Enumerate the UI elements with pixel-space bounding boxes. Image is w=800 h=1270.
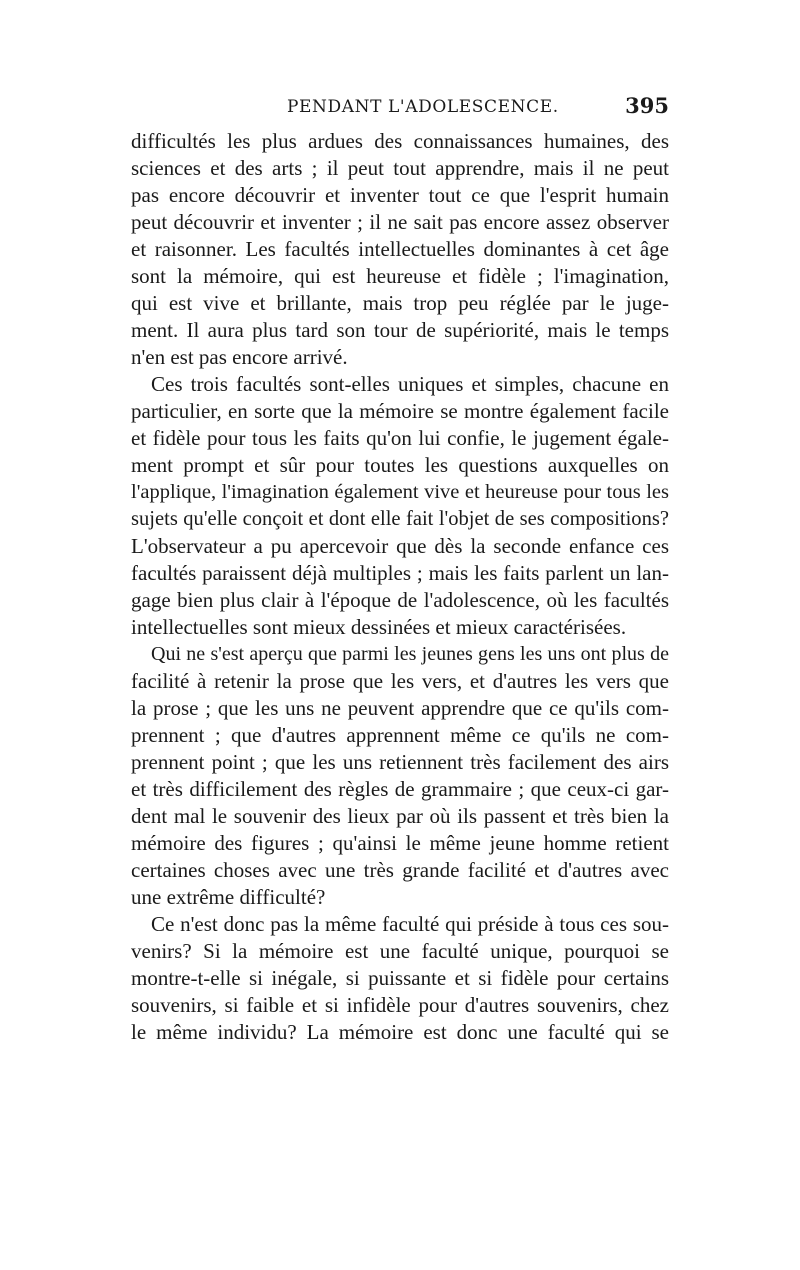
text-line: dent mal le souvenir des lieux par où ils passent et très bien la <box>131 804 669 828</box>
text-line: prennent point ; que les uns retiennent très facilement des airs <box>131 750 669 774</box>
text-line: certaines choses avec une très grande facilité et d'autres avec <box>131 858 669 882</box>
text-line: et très difficilement des règles de grammaire ; que ceux-ci gar- <box>131 777 669 801</box>
paragraph <box>131 371 669 641</box>
text-line: Qui ne s'est aperçu que parmi les jeunes gens les uns ont plus de <box>151 643 669 665</box>
text-line: le même individu? La mémoire est donc une faculté qui se <box>131 1020 669 1044</box>
text-line: gage bien plus clair à l'époque de l'adolescence, où les facultés <box>131 588 669 612</box>
text-line: venirs? Si la mémoire est une faculté unique, pourquoi se <box>131 939 669 963</box>
text-line: une extrême difficulté? <box>131 885 326 909</box>
text-line: sont la mémoire, qui est heureuse et fidèle ; l'imagination, <box>131 264 669 288</box>
running-title: PENDANT L'ADOLESCENCE. <box>287 97 559 117</box>
text-line: difficultés les plus ardues des connaissances humaines, des <box>131 129 669 153</box>
text-line: la prose ; que les uns ne peuvent apprendre que ce qu'ils com- <box>131 696 669 720</box>
text-line: qui est vive et brillante, mais trop peu réglée par le juge- <box>131 291 669 315</box>
text-line: intellectuelles sont mieux dessinées et mieux caractérisées. <box>131 615 627 639</box>
text-line: particulier, en sorte que la mémoire se montre également facile <box>131 399 669 423</box>
text-line: peut découvrir et inventer ; il ne sait pas encore assez observer <box>131 210 669 234</box>
text-line: sujets qu'elle conçoit et dont elle fait l'objet de ses compositions? <box>131 508 669 530</box>
text-line: montre-t-elle si inégale, si puissante et si fidèle pour certains <box>131 966 669 990</box>
text-line: l'applique, l'imagination également vive et heureuse pour tous les <box>131 481 669 503</box>
text-line: facilité à retenir la prose que les vers, et d'autres les vers que <box>131 669 669 693</box>
paragraph <box>131 641 669 911</box>
paragraph <box>131 911 669 1046</box>
text-line: et fidèle pour tous les faits qu'on lui confie, le jugement égale- <box>131 426 669 450</box>
text-line: ment prompt et sûr pour toutes les questions auxquelles on <box>131 453 669 477</box>
text-line: et raisonner. Les facultés intellectuelles dominantes à cet âge <box>131 237 669 261</box>
text-line: souvenirs, si faible et si infidèle pour d'autres souvenirs, chez <box>131 993 669 1017</box>
body-text <box>131 128 669 1046</box>
text-line: prennent ; que d'autres apprennent même ce qu'ils ne com- <box>131 723 669 747</box>
paragraph <box>131 128 669 371</box>
text-line: sciences et des arts ; il peut tout apprendre, mais il ne peut <box>131 156 669 180</box>
text-line: pas encore découvrir et inventer tout ce que l'esprit humain <box>131 183 669 207</box>
text-line: Ce n'est donc pas la même faculté qui préside à tous ces sou- <box>151 912 669 936</box>
text-line: L'observateur a pu apercevoir que dès la seconde enfance ces <box>131 534 669 558</box>
text-line: ment. Il aura plus tard son tour de supériorité, mais le temps <box>131 318 669 342</box>
page-number: 395 <box>625 93 669 118</box>
text-line: facultés paraissent déjà multiples ; mais les faits parlent un lan- <box>131 561 669 585</box>
text-line: Ces trois facultés sont-elles uniques et simples, chacune en <box>151 372 669 396</box>
text-line: n'en est pas encore arrivé. <box>131 345 348 369</box>
page-header <box>131 94 669 120</box>
text-line: mémoire des figures ; qu'ainsi le même jeune homme retient <box>131 831 669 855</box>
